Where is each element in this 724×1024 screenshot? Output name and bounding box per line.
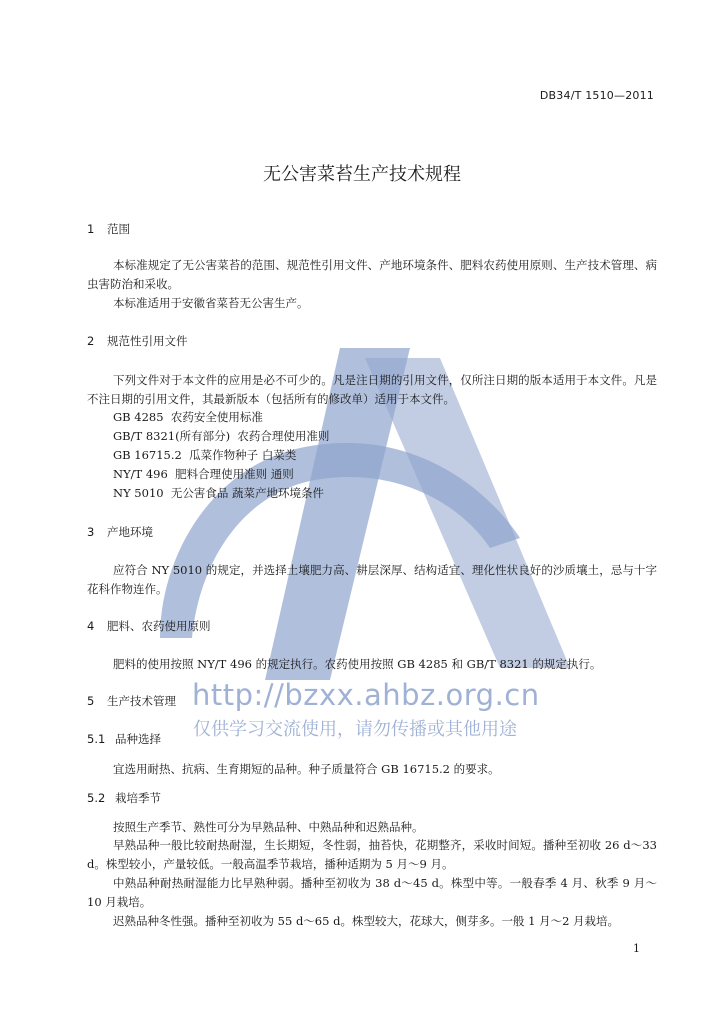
section-title: 范围 (107, 222, 130, 236)
reference-item: NY 5010 无公害食品 蔬菜产地环境条件 (113, 486, 325, 500)
section-number: 3 (87, 525, 95, 539)
section-4-heading (87, 618, 211, 634)
document-title: 无公害菜苔生产技术规程 (263, 164, 461, 185)
reference-item: GB 16715.2 瓜菜作物种子 白菜类 (113, 448, 297, 462)
section-3-paragraph-1: 应符合 NY 5010 的规定，并选择土壤肥力高、耕层深厚、结构适宜、理化性状良好的沙质壤土，忌与十字花科作物连作。 (87, 563, 657, 596)
section-5-2-paragraph-3: 中熟品种耐热耐湿能力比早熟种弱。播种至初收为 38 d～45 d。株型中等。一般春季 4 月、秋季 9 月～10 月栽培。 (87, 876, 657, 909)
section-number: 5.1 (87, 732, 106, 746)
section-number: 2 (87, 334, 95, 348)
section-title: 产地环境 (107, 525, 153, 539)
section-number: 5.2 (87, 791, 106, 805)
section-5-2-heading (87, 790, 161, 806)
section-2-paragraph-1: 下列文件对于本文件的应用是必不可少的。凡是注日期的引用文件，仅所注日期的版本适用于本文件。凡是不注日期的引用文件，其最新版本（包括所有的修改单）适用于本文件。 (87, 373, 657, 406)
standard-code: DB34/T 1510—2011 (539, 89, 654, 102)
section-title: 规范性引用文件 (107, 334, 188, 348)
section-number: 4 (87, 619, 95, 633)
section-5-1-paragraph-1: 宜选用耐热、抗病、生育期短的品种。种子质量符合 GB 16715.2 的要求。 (113, 762, 500, 776)
section-5-2-paragraph-4: 迟熟品种冬性强。播种至初收为 55 d～65 d。株型较大，花球大，侧芽多。一般 1 月～2 月栽培。 (113, 914, 620, 928)
section-title: 栽培季节 (115, 791, 161, 805)
section-2-heading (87, 333, 188, 349)
section-number: 5 (87, 694, 95, 708)
section-1-paragraph-2: 本标准适用于安徽省菜苔无公害生产。 (113, 296, 309, 310)
section-5-2-paragraph-1: 按照生产季节、熟性可分为早熟品种、中熟品种和迟熟品种。 (113, 820, 424, 834)
section-1-heading (87, 221, 130, 237)
section-5-heading (87, 693, 176, 709)
reference-item: GB/T 8321(所有部分) 农药合理使用准则 (113, 429, 330, 443)
section-title: 生产技术管理 (107, 694, 176, 708)
section-title: 肥料、农药使用原则 (107, 619, 211, 633)
section-4-paragraph-1: 肥料的使用按照 NY/T 496 的规定执行。农药使用按照 GB 4285 和 GB/T 8321 的规定执行。 (113, 657, 602, 671)
section-number: 1 (87, 222, 95, 236)
reference-item: GB 4285 农药安全使用标准 (113, 410, 263, 424)
section-title: 品种选择 (115, 732, 161, 746)
section-5-2-paragraph-2: 早熟品种一般比较耐热耐湿，生长期短，冬性弱，抽苔快，花期整齐，采收时间短。播种至初收 26 d～33 d。株型较小，产量较低。一般高温季节栽培，播种适期为 5 月～9 月。 (87, 838, 657, 871)
watermark-url: http://bzxx.ahbz.org.cn (192, 678, 540, 712)
section-1-paragraph-1: 本标准规定了无公害菜苔的范围、规范性引用文件、产地环境条件、肥料农药使用原则、生产技术管理、病虫害防治和采收。 (87, 258, 657, 291)
section-3-heading (87, 524, 153, 540)
section-5-1-heading (87, 731, 161, 747)
watermark-note: 仅供学习交流使用，请勿传播或其他用途 (193, 719, 517, 740)
reference-item: NY/T 496 肥料合理使用准则 通则 (113, 467, 294, 481)
page-number: 1 (633, 942, 640, 955)
